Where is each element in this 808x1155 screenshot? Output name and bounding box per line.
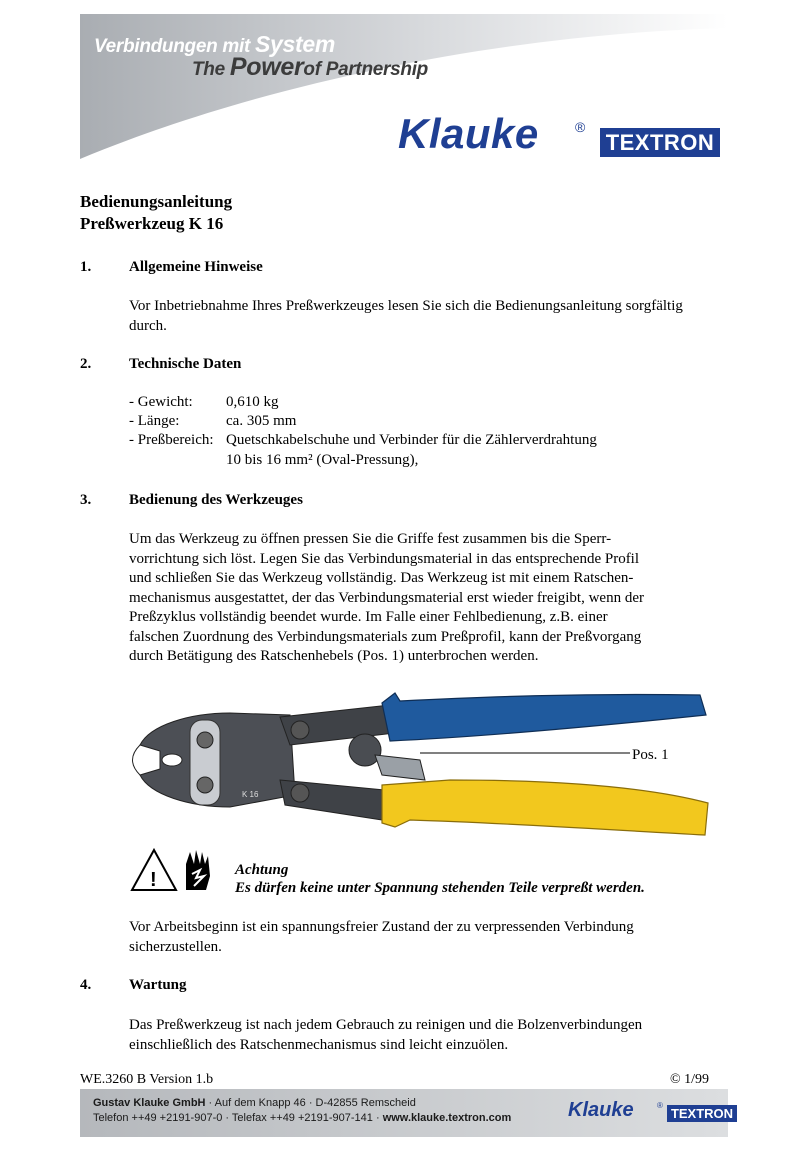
pos-1-label: Pos. 1 <box>632 747 669 763</box>
text-line: durch Betätigung des Ratschenhebels (Pos. 1) unterbrochen werden. <box>129 648 539 664</box>
text-line: Vor Arbeitsbeginn ist ein spannungsfreier Zustand der zu verpressenden Verbindung <box>129 919 634 935</box>
section-2-heading: Technische Daten <box>129 356 242 372</box>
spec-range-value-1: Quetschkabelschuhe und Verbinder für die Zählerverdrahtung <box>226 432 597 448</box>
section-3-number: 3. <box>80 492 92 508</box>
spec-length-value: ca. 305 mm <box>226 413 297 429</box>
text-line: und schließen Sie das Werkzeug vollständig. Das Werkzeug ist mit einem Ratschen- <box>129 570 634 586</box>
slogan-line-1: Verbindungen mit System <box>94 31 336 57</box>
company-phone: Telefon ++49 +2191-907-0 · Telefax ++49 +2191-907-141 · <box>93 1112 383 1124</box>
spec-range-label: - Preßbereich: <box>129 432 214 448</box>
crimping-tool-image <box>120 685 720 845</box>
title-line-1: Bedienungsanleitung <box>80 192 233 211</box>
klauke-logo: Klauke <box>398 110 539 157</box>
slogan-line-2: The Powerof Partnership <box>192 53 428 81</box>
text-line: falschen Zuordnung des Verbindungsmaterials zum Preßprofil, kann der Preßvorgang <box>129 628 642 645</box>
spec-range-value-2: 10 bis 16 mm² (Oval-Pressung), <box>226 452 419 468</box>
text-line: Preßzyklus vollständig beendet wurde. Im Falle einer Fehlbedienung, z.B. einer <box>129 609 608 625</box>
section-4-text <box>129 1016 709 1055</box>
section-1-heading: Allgemeine Hinweise <box>129 259 263 275</box>
spec-weight-label: - Gewicht: <box>129 394 193 410</box>
text-line: Das Preßwerkzeug ist nach jedem Gebrauch zu reinigen und die Bolzenverbindungen <box>129 1017 643 1033</box>
spec-weight-value: 0,610 kg <box>226 394 279 410</box>
title-line-2: Preßwerkzeug K 16 <box>80 214 224 233</box>
svg-text:!: ! <box>150 869 157 891</box>
document-title <box>80 191 232 235</box>
textron-logo: TEXTRON <box>600 128 720 157</box>
text-line: vorrichtung sich löst. Legen Sie das Verbindungsmaterial in das entsprechende Profil <box>129 550 640 567</box>
section-3-heading: Bedienung des Werkzeuges <box>129 492 303 508</box>
company-address: · Auf dem Knapp 46 · D-42855 Remscheid <box>205 1097 416 1109</box>
section-4-heading: Wartung <box>129 977 187 993</box>
tool-marking: K 16 <box>242 790 259 799</box>
section-4-number: 4. <box>80 977 92 993</box>
company-info <box>93 1096 511 1126</box>
spec-length-label: - Länge: <box>129 413 180 429</box>
section-2-number: 2. <box>80 356 92 372</box>
footer-textron-logo: TEXTRON <box>667 1105 737 1122</box>
warning-text: Es dürfen keine unter Spannung stehenden Teile verpreßt werden. <box>235 880 645 896</box>
section-3-after-text <box>129 918 709 957</box>
section-1-text: Vor Inbetriebnahme Ihres Preßwerkzeuges lesen Sie sich die Bedienungsanleitung sorgfältig durch. <box>129 298 683 334</box>
text-line: sicherzustellen. <box>129 938 222 955</box>
text-line: Um das Werkzeug zu öffnen pressen Sie die Griffe fest zusammen bis die Sperr- <box>129 531 612 547</box>
footer-registered-mark: ® <box>657 1101 663 1110</box>
section-1-number: 1. <box>80 259 92 275</box>
warning-title: Achtung <box>235 862 289 878</box>
copyright: © 1/99 <box>670 1072 710 1087</box>
text-line: einschließlich des Ratschenmechanismus sind leicht einzuölen. <box>129 1036 509 1053</box>
warning-symbols <box>130 846 240 896</box>
company-name: Gustav Klauke GmbH <box>93 1097 206 1109</box>
text-line: mechanismus ausgestattet, der das Verbindungsmaterial erst wieder freigibt, wenn der <box>129 589 644 606</box>
registered-mark: ® <box>575 119 586 135</box>
footer-klauke-logo: Klauke <box>568 1099 634 1121</box>
document-id: WE.3260 B Version 1.b <box>80 1072 214 1087</box>
section-3-text <box>129 530 709 667</box>
company-website: www.klauke.textron.com <box>382 1112 512 1124</box>
